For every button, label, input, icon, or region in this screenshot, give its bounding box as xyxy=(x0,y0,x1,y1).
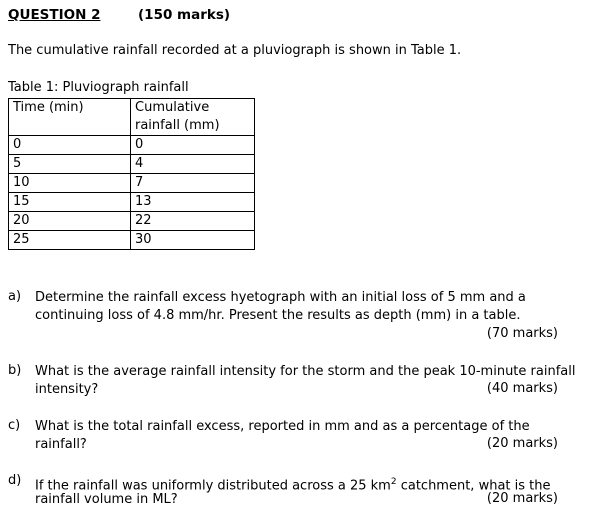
time-cell: 0 xyxy=(9,136,131,155)
header-cumulative-rainfall xyxy=(131,99,255,136)
question-c-line2: rainfall? xyxy=(35,437,87,452)
question-a-letter: a) xyxy=(8,289,22,304)
question-d-line1-end: catchment, what is the xyxy=(396,478,551,494)
question-c-line1: What is the total rainfall excess, reported in mm and as a percentage of the xyxy=(35,419,530,434)
question-d-letter: d) xyxy=(8,473,22,488)
question-total-marks: (150 marks) xyxy=(138,7,231,23)
table-row xyxy=(9,231,255,250)
question-b-line1: What is the average rainfall intensity for the storm and the peak 10-minute rainfall xyxy=(35,364,576,379)
question-heading xyxy=(8,7,231,23)
time-cell: 25 xyxy=(9,231,131,250)
header-time: Time (min) xyxy=(9,99,131,136)
rainfall-table xyxy=(8,98,255,250)
table-caption: Table 1: Pluviograph rainfall xyxy=(8,80,189,95)
rainfall-cell: 13 xyxy=(131,193,255,212)
table-header-row xyxy=(9,99,255,136)
rainfall-cell: 7 xyxy=(131,174,255,193)
rainfall-cell: 0 xyxy=(131,136,255,155)
time-cell: 20 xyxy=(9,212,131,231)
question-d-superscript: 2 xyxy=(390,477,397,487)
intro-text: The cumulative rainfall recorded at a pluviograph is shown in Table 1. xyxy=(8,43,462,58)
table-row xyxy=(9,136,255,155)
question-b-line2: intensity? xyxy=(35,382,99,397)
question-a-line1: Determine the rainfall excess hyetograph with an initial loss of 5 mm and a xyxy=(35,290,526,305)
question-number: QUESTION 2 xyxy=(8,7,101,23)
question-c-letter: c) xyxy=(8,418,21,433)
rainfall-cell: 4 xyxy=(131,155,255,174)
header-cumulative-line2: rainfall (mm) xyxy=(135,118,220,133)
time-cell: 15 xyxy=(9,193,131,212)
table-row xyxy=(9,174,255,193)
table-row xyxy=(9,193,255,212)
question-d-line1-start: If the rainfall was uniformly distributed across a 25 km xyxy=(35,478,391,494)
question-b-marks: (40 marks) xyxy=(486,381,558,396)
question-c-marks: (20 marks) xyxy=(486,436,558,451)
question-b-letter: b) xyxy=(8,363,22,378)
table-row xyxy=(9,155,255,174)
rainfall-cell: 30 xyxy=(131,231,255,250)
rainfall-cell: 22 xyxy=(131,212,255,231)
header-cumulative-line1: Cumulative xyxy=(135,100,210,115)
table-row xyxy=(9,212,255,231)
question-d-marks: (20 marks) xyxy=(486,491,558,506)
time-cell: 5 xyxy=(9,155,131,174)
question-a-line2: continuing loss of 4.8 mm/hr. Present the results as depth (mm) in a table. xyxy=(35,308,521,323)
question-a-marks: (70 marks) xyxy=(486,326,558,341)
question-d-line2: rainfall volume in ML? xyxy=(35,492,178,507)
time-cell: 10 xyxy=(9,174,131,193)
